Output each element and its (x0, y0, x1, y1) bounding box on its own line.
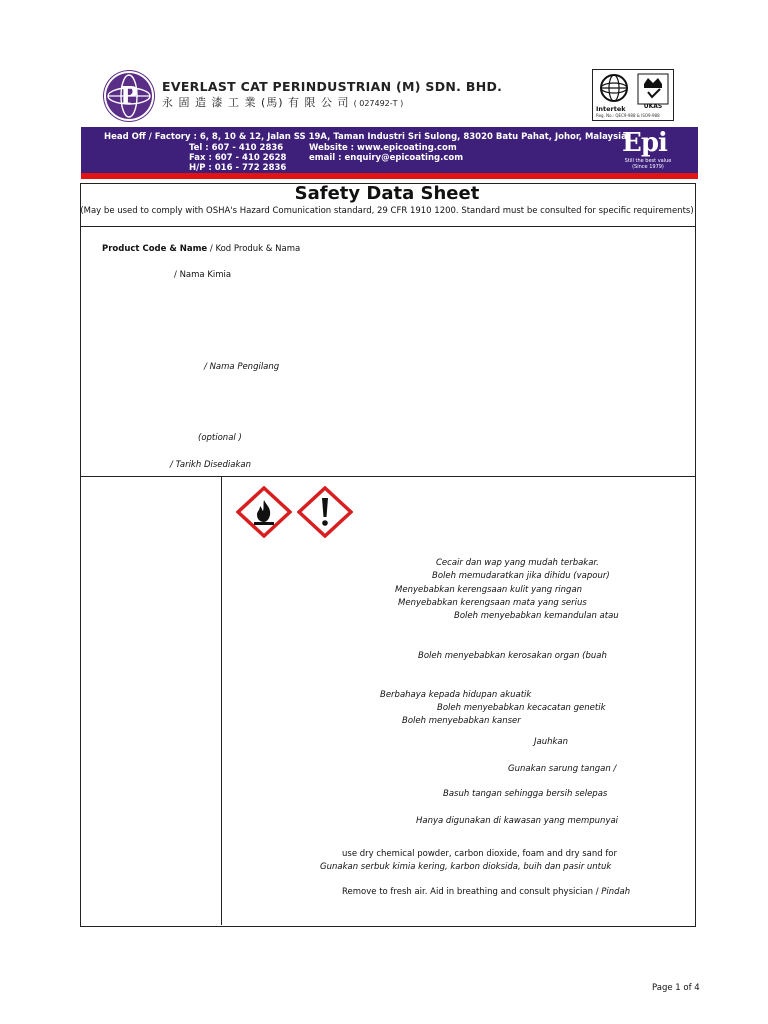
hazard-statement: Boleh menyebabkan kerosakan organ (buah (418, 651, 607, 661)
precaution-statement: Gunakan sarung tangan / (508, 764, 617, 774)
page-number: Page 1 of 4 (652, 983, 700, 993)
manufacturer-label: / Nama Pengilang (204, 362, 280, 372)
hq-address: Head Off / Factory : 6, 8, 10 & 12, Jalan SS 19A, Taman Industri Sri Sulong, 83020 Batu Pahat, Johor, Malaysia. (104, 132, 631, 142)
hazard-section (80, 476, 696, 927)
chemical-name-label: / Nama Kimia (174, 270, 232, 280)
intertek-label: Intertek (596, 105, 626, 113)
email: email : enquiry@epicoating.com (309, 153, 464, 163)
firefighting-statement: use dry chemical powder, carbon dioxide, foam and dry sand for (342, 849, 618, 859)
svg-text:P: P (119, 81, 139, 110)
exclamation-icon (297, 486, 353, 538)
hazard-statement: Boleh memudaratkan jika dihidu (vapour) (432, 571, 610, 581)
epi-brand-logo: Epi (622, 128, 667, 158)
hazard-statement: Cecair dan wap yang mudah terbakar. (436, 558, 599, 568)
product-code-label: Product Code & Name (102, 244, 208, 254)
precaution-statement: Hanya digunakan di kawasan yang mempunyai (416, 816, 619, 826)
company-chinese-name (162, 94, 403, 110)
product-code-label-malay: / Kod Produk & Nama (207, 244, 301, 254)
website: Website : www.epicoating.com (309, 143, 457, 153)
tagline-line-2: (Since 1979) (632, 164, 664, 170)
optional-label: (optional ) (198, 433, 242, 443)
company-chinese-text: 永 固 造 漆 工 業 (馬) 有 限 公 司 (162, 96, 350, 109)
hazard-statement: Boleh menyebabkan kemandulan atau (454, 611, 619, 621)
hazard-statement: Boleh menyebabkan kanser (402, 716, 521, 726)
tagline-line-1: Still the best value (624, 158, 672, 164)
precaution-statement: Basuh tangan sehingga bersih selepas (443, 789, 608, 799)
company-logo (106, 73, 152, 119)
company-name: EVERLAST CAT PERINDUSTRIAN (M) SDN. BHD. (162, 79, 503, 94)
hazard-statement: Boleh menyebabkan kecacatan genetik (437, 703, 606, 713)
cert-footer: Reg. No.: QEC9-988 & ISO9-988 (596, 113, 660, 118)
company-registration: ( 027492-T ) (353, 99, 404, 108)
document-subtitle: (May be used to comply with OSHA's Hazard Comunication standard, 29 CFR 1910 1200. Standard must be consulted for specific requirements) (80, 206, 694, 216)
hazard-statement: Menyebabkan kerengsaan mata yang serius (398, 598, 587, 608)
hazard-statement: Menyebabkan kerengsaan kulit yang ringan (395, 585, 583, 595)
flame-icon (236, 486, 292, 538)
hazard-column-divider (221, 477, 222, 925)
product-code-field (102, 244, 300, 254)
ukas-crown-icon (636, 72, 670, 110)
title-divider (81, 226, 695, 227)
company-logo-icon (106, 73, 152, 119)
precaution-statement: Jauhkan (534, 737, 569, 747)
epi-tagline (618, 158, 678, 170)
hazard-statement: Berbahaya kepada hidupan akuatik (380, 690, 532, 700)
accent-stripe (81, 173, 698, 179)
firefighting-statement-malay: Gunakan serbuk kimia kering, karbon dioksida, buih dan pasir untuk (320, 862, 612, 872)
tel: Tel : 607 - 410 2836 (189, 143, 284, 153)
certification-box (592, 69, 674, 121)
date-prepared-label: / Tarikh Disediakan (170, 460, 251, 470)
identification-section (80, 183, 696, 477)
hp: H/P : 016 - 772 2836 (189, 163, 287, 173)
fax: Fax : 607 - 410 2628 (189, 153, 287, 163)
first-aid-text-malay: Pindah (601, 887, 631, 897)
document-title: Safety Data Sheet (294, 183, 480, 204)
ukas-label: UKAS (643, 103, 663, 110)
first-aid-text: Remove to fresh air. Aid in breathing and consult physician / (342, 887, 602, 897)
first-aid-statement (342, 887, 630, 897)
